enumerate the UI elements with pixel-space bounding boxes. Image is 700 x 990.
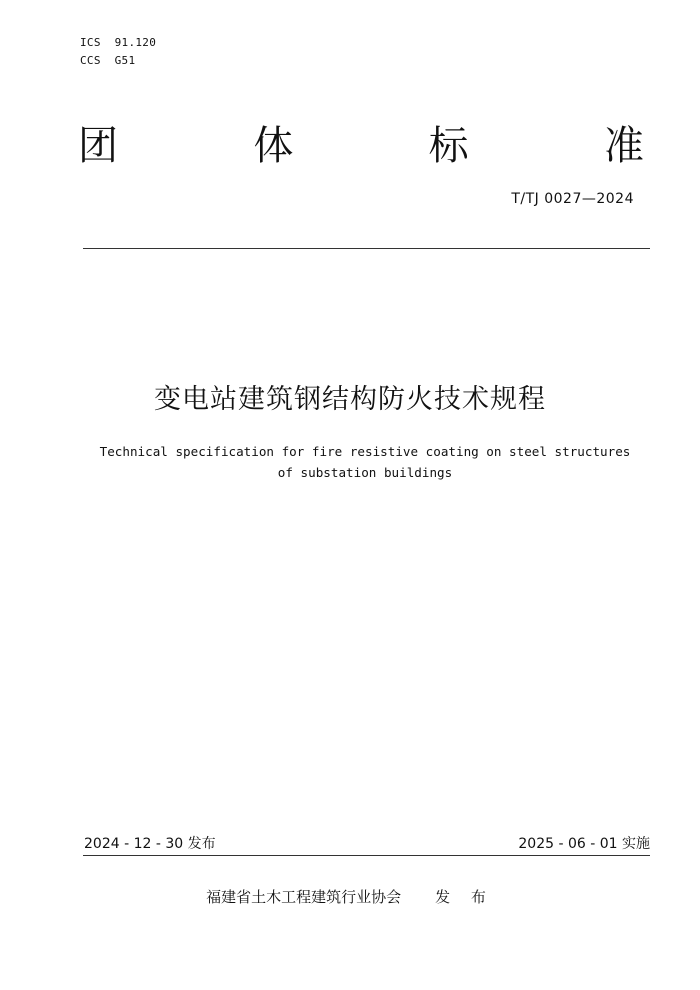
category-char: 准 [603, 123, 644, 169]
english-title-line: Technical specification for fire resistive coating on steel structures [99, 444, 631, 459]
issue-date: 2024 - 12 - 30 发布 [84, 836, 216, 852]
english-title [40, 441, 690, 483]
classification-codes [80, 34, 156, 70]
publisher [0, 886, 700, 908]
ccs-code: CCS G51 [80, 54, 136, 67]
standard-category-title [78, 118, 644, 174]
ics-code: ICS 91.120 [80, 36, 157, 49]
bottom-divider [83, 855, 650, 856]
category-char: 标 [428, 123, 469, 169]
english-title-line: of substation buildings [277, 465, 453, 480]
publisher-action: 发 布 [435, 888, 494, 906]
implementation-date: 2025 - 06 - 01 实施 [518, 836, 650, 852]
category-char: 体 [253, 123, 294, 169]
publisher-name: 福建省土木工程建筑行业协会 [206, 888, 402, 906]
category-char: 团 [78, 123, 118, 169]
chinese-title: 变电站建筑钢结构防火技术规程 [154, 384, 546, 415]
standard-number: T/TJ 0027—2024 [511, 191, 634, 207]
top-divider [83, 248, 650, 249]
